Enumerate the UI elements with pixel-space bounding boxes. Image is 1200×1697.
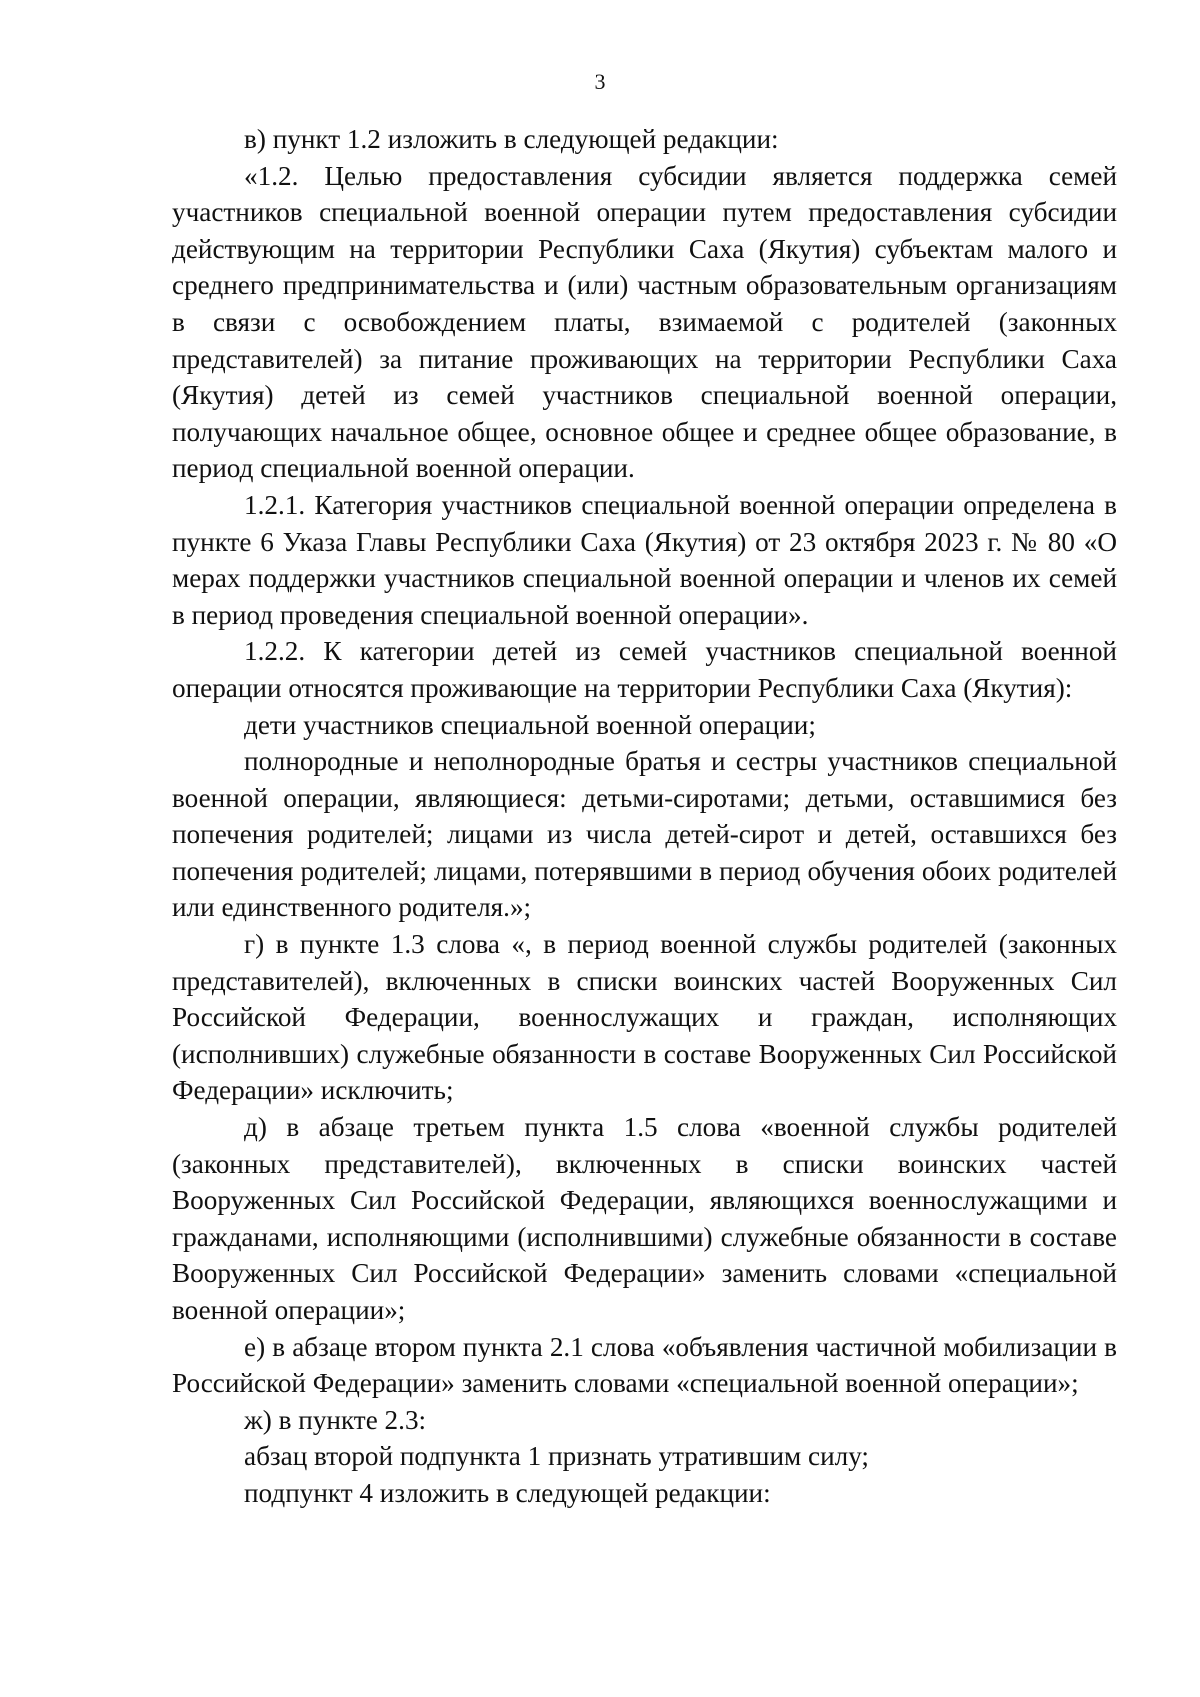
paragraph-children-list-item-2: полнородные и неполнородные братья и сестры участников специальной военной операции, являющиеся: детьми-сиротами; детьми, оставшимися без попечения родителей; лицами из числа детей-сирот и детей, оставшихся без попечения родителей; лицами, потерявшими в период обучения обоих родителей или единственного родителя.»; [172,746,1117,923]
document-body [172,121,1117,1512]
paragraph-zh: ж) в пункте 2.3: [244,1404,427,1435]
paragraph-d: д) в абзаце третьем пункта 1.5 слова «военной службы родителей (законных представителей), включенных в списки воинских частей Вооруженных Сил Российской Федерации, являющихся военнослужащими и гражданами, исполняющими (исполнившими) служебные обязанности в составе Вооруженных Сил Российской Федерации» заменить словами «специальной военной операции»; [172,1112,1117,1325]
paragraph-1-2: «1.2. Целью предоставления субсидии является поддержка семей участников специальной военной операции путем предоставления субсидии действующим на территории Республики Саха (Якутия) субъектам малого и среднего предпринимательства и (или) частным образовательным организациям в связи с освобождением платы, взимаемой с родителей (законных представителей) за питание проживающих на территории Республики Саха (Якутия) детей из семей участников специальной военной операции, получающих начальное общее, основное общее и среднее общее образование, в период специальной военной операции. [172,160,1117,484]
paragraph-v-intro: в) пункт 1.2 изложить в следующей редакции: [244,124,779,154]
paragraph-g: г) в пункте 1.3 слова «, в период военной службы родителей (законных представителей), включенных в списки воинских частей Вооруженных Сил Российской Федерации, военнослужащих и граждан, исполняющих (исполнивших) служебные обязанности в составе Вооруженных Сил Российской Федерации» исключить; [172,929,1117,1106]
paragraph-zh-item-1: абзац второй подпункта 1 признать утратившим силу; [244,1441,869,1472]
paragraph-1-2-1: 1.2.1. Категория участников специальной военной операции определена в пункте 6 Указа Главы Республики Саха (Якутия) от 23 октября 2023 г. № 80 «О мерах поддержки участников специальной военной операции и членов их семей в период проведения специальной военной операции». [172,489,1117,630]
paragraph-e: е) в абзаце втором пункта 2.1 слова «объявления частичной мобилизации в Российской Федерации» заменить словами «специальной военной операции»; [172,1331,1117,1399]
paragraph-zh-item-2: подпункт 4 изложить в следующей редакции: [244,1477,771,1508]
page-number: 3 [594,69,606,94]
paragraph-1-2-2: 1.2.2. К категории детей из семей участников специальной военной операции относятся проживающие на территории Республики Саха (Якутия): [172,636,1117,703]
paragraph-children-list-item-1: дети участников специальной военной операции; [244,709,816,740]
